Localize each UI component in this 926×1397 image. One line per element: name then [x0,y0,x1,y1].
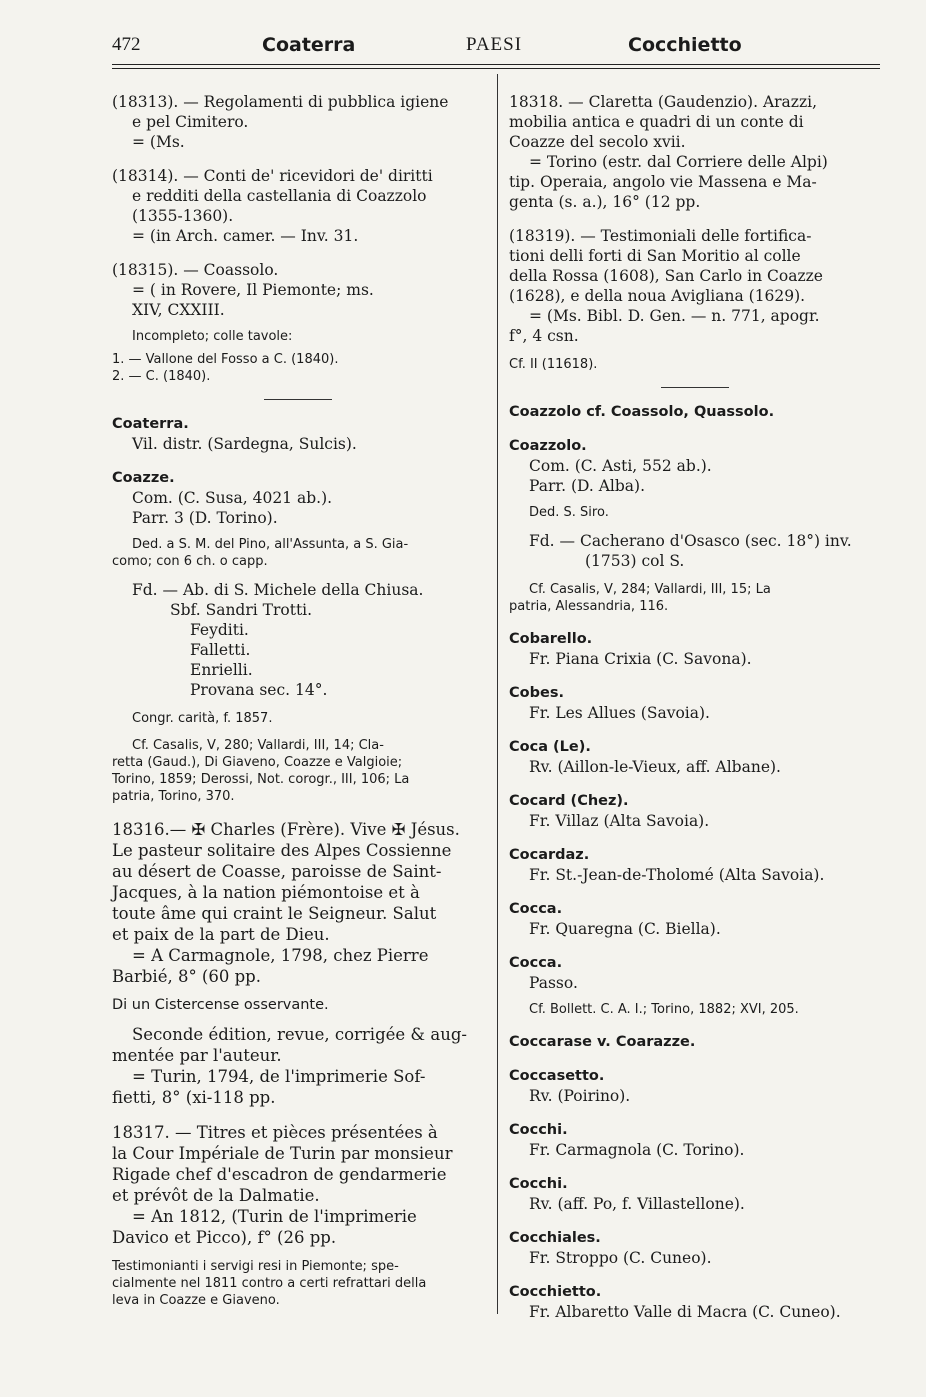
entry-cobarello [509,629,881,669]
entry-coca [509,737,881,777]
entry-note: Congr. carità, f. 1857. [132,711,273,726]
entry-text: Fr. St.-Jean-de-Tholomé (Alta Savoia). [529,866,825,884]
entry-text: Fr. Piana Crixia (C. Savona). [529,650,752,668]
entry-text: Fd. — Ab. di S. Michele della Chiusa. [132,581,424,599]
entry-note: Cf. Bollett. C. A. I.; Torino, 1882; XVI, 205. [529,1002,799,1017]
entry-heading: Cocard (Chez). [509,793,629,809]
entry-text: Barbié, 8° (60 pp. [112,967,261,986]
entry-note: patria, Torino, 370. [112,789,235,804]
entry-18315 [112,260,484,385]
header-rule-thick [112,64,880,65]
entry-text: Fd. — Cacherano d'Osasco (sec. 18°) inv. [529,532,852,550]
entry-18314 [112,166,484,246]
entry-heading: Cocchiales. [509,1230,601,1246]
entry-cocchi [509,1120,881,1160]
entry-18316 [112,819,484,1108]
entry-cocchi-rv [509,1174,881,1214]
entry-heading: Cocchi. [509,1122,568,1138]
entry-text: Sbf. Sandri Trotti. [170,601,313,619]
entry-text: XIV, CXXIII. [132,301,225,319]
entry-text: et prévôt de la Dalmatie. [112,1186,320,1205]
entry-text: (18313). — Regolamenti di pubblica igiene [112,93,449,111]
entry-heading: Coccarase v. Coarazze. [509,1034,696,1050]
entry-text: 18317. — Titres et pièces présentées à [112,1123,438,1142]
entry-18317 [112,1122,484,1309]
entry-text: tioni delli forti di San Moritio al colle [509,247,801,265]
entry-text: Enrielli. [190,661,253,679]
entry-text: e pel Cimitero. [132,113,249,131]
entry-text: = (Ms. [132,133,185,151]
entry-text: mobilia antica e quadri di un conte di [509,113,804,131]
entry-text: au désert de Coasse, paroisse de Saint- [112,862,442,881]
entry-heading: Coccasetto. [509,1068,605,1084]
entry-text: = A Carmagnole, 1798, chez Pierre [132,946,429,965]
left-column [112,92,484,1313]
entry-note: Ded. a S. M. del Pino, all'Assunta, a S. Gia- [132,537,409,552]
header-rule-thin [112,68,880,69]
entry-text: Parr. (D. Alba). [529,477,646,495]
entry-note: como; con 6 ch. o capp. [112,554,268,569]
entry-heading: Cocca. [509,955,563,971]
page-header [112,34,880,60]
entry-text: (18314). — Conti de' ricevidori de' diritti [112,167,433,185]
entry-note: Testimonianti i servigi resi in Piemonte; spe- [112,1259,399,1274]
entry-note: 1. — Vallone del Fosso a C. (1840). [112,352,339,367]
entry-text: e redditi della castellania di Coazzolo [132,187,427,205]
entry-note: 2. — C. (1840). [112,369,211,384]
entry-note: Cf. Casalis, V, 280; Vallardi, III, 14; Cla- [132,738,384,753]
entry-18313 [112,92,484,152]
entry-note: Torino, 1859; Derossi, Not. corogr., III, 106; La [112,772,410,787]
entry-heading: Cocca. [509,901,563,917]
entry-text: Davico et Picco), f° (26 pp. [112,1228,337,1247]
entry-text: Fr. Quaregna (C. Biella). [529,920,721,938]
entry-coazzolo-cf [509,402,881,422]
entry-note: Incompleto; colle tavole: [132,329,293,344]
entry-heading: Coaterra. [112,416,189,432]
entry-heading: Cocchietto. [509,1284,602,1300]
entry-text: Le pasteur solitaire des Alpes Cossienne [112,841,452,860]
column-divider [497,74,498,1314]
entry-coccasetto [509,1066,881,1106]
entry-cocchiales [509,1228,881,1268]
entry-text: Fr. Albaretto Valle di Macra (C. Cuneo). [529,1303,841,1321]
entry-note: Di un Cistercense osservante. [112,997,329,1013]
entry-text: = ( in Rovere, Il Piemonte; ms. [132,281,374,299]
entry-text: fietti, 8° (xi-118 pp. [112,1088,276,1107]
entry-note: Cf. Casalis, V, 284; Vallardi, III, 15; La [529,582,771,597]
entry-coaterra [112,414,484,454]
entry-text: Fr. Stroppo (C. Cuneo). [529,1249,712,1267]
entry-text: = Turin, 1794, de l'imprimerie Sof- [132,1067,426,1086]
entry-text: mentée par l'auteur. [112,1046,282,1065]
entry-text: Coazze del secolo xvii. [509,133,686,151]
right-running-head: Cocchietto [628,34,742,56]
entry-text: (1628), e della noua Avigliana (1629). [509,287,806,305]
entry-note: Ded. S. Siro. [529,505,609,520]
entry-text: toute âme qui craint le Seigneur. Salut [112,904,437,923]
entry-text: della Rossa (1608), San Carlo in Coazze [509,267,823,285]
entry-heading: Coazzolo. [509,438,587,454]
entry-text: f°, 4 csn. [509,327,579,345]
entry-text: Rv. (aff. Po, f. Villastellone). [529,1195,745,1213]
left-running-head: Coaterra [262,34,356,56]
entry-cocardaz [509,845,881,885]
entry-text: (18319). — Testimoniali delle fortifica- [509,227,812,245]
page-number: 472 [112,34,141,55]
entry-text: tip. Operaia, angolo vie Massena e Ma- [509,173,817,191]
entry-coazzolo [509,436,881,615]
entry-text: Com. (C. Asti, 552 ab.). [529,457,712,475]
entry-18318 [509,92,881,212]
entry-note: leva in Coazze e Giaveno. [112,1293,280,1308]
entry-text: Parr. 3 (D. Torino). [132,509,278,527]
entry-18319 [509,226,881,373]
entry-text: = Torino (estr. dal Corriere delle Alpi) [529,153,828,171]
entry-text: Seconde édition, revue, corrigée & aug- [132,1025,467,1044]
entry-heading: Cocchi. [509,1176,568,1192]
entry-text: Fr. Villaz (Alta Savoia). [529,812,710,830]
separator-rule [661,387,729,388]
entry-cocchietto [509,1282,881,1322]
entry-text: = (in Arch. camer. — Inv. 31. [132,227,359,245]
entry-text: et paix de la part de Dieu. [112,925,330,944]
entry-coazze [112,468,484,805]
entry-text: Falletti. [190,641,251,659]
entry-text: Fr. Carmagnola (C. Torino). [529,1141,745,1159]
entry-heading: Coazze. [112,470,175,486]
entry-text: (1355-1360). [132,207,234,225]
entry-text: Jacques, à la nation piémontoise et à [112,883,420,902]
entry-note: Cf. II (11618). [509,357,598,372]
entry-text: Feyditi. [190,621,249,639]
entry-text: Rigade chef d'escadron de gendarmerie [112,1165,447,1184]
entry-text: Com. (C. Susa, 4021 ab.). [132,489,333,507]
entry-heading: Coazzolo cf. Coassolo, Quassolo. [509,404,775,420]
entry-text: = (Ms. Bibl. D. Gen. — n. 771, apogr. [529,307,820,325]
entry-text: genta (s. a.), 16° (12 pp. [509,193,701,211]
entry-cocca [509,899,881,939]
entry-note: retta (Gaud.), Di Giaveno, Coazze e Valgioie; [112,755,403,770]
entry-text: Rv. (Poirino). [529,1087,631,1105]
entry-heading: Cocardaz. [509,847,590,863]
entry-text: Rv. (Aillon-le-Vieux, aff. Albane). [529,758,781,776]
entry-text: (1753) col S. [585,552,685,570]
entry-text: Vil. distr. (Sardegna, Sulcis). [132,435,357,453]
entry-heading: Cobarello. [509,631,593,647]
entry-text: = An 1812, (Turin de l'imprimerie [132,1207,417,1226]
entry-cobes [509,683,881,723]
right-column [509,92,881,1326]
entry-heading: Cobes. [509,685,564,701]
entry-text: 18318. — Claretta (Gaudenzio). Arazzi, [509,93,818,111]
section-title: PAESI [466,34,523,55]
entry-text: Provana sec. 14°. [190,681,328,699]
entry-text: (18315). — Coassolo. [112,261,279,279]
entry-text: Fr. Les Allues (Savoia). [529,704,710,722]
entry-text: 18316.— ✠ Charles (Frère). Vive ✠ Jésus. [112,820,460,839]
entry-cocca-passo [509,953,881,1018]
entry-text: Passo. [529,974,578,992]
entry-text: la Cour Impériale de Turin par monsieur [112,1144,453,1163]
entry-cocard [509,791,881,831]
entry-note: cialmente nel 1811 contro a certi refrattari della [112,1276,427,1291]
entry-note: patria, Alessandria, 116. [509,599,669,614]
separator-rule [264,399,332,400]
entry-heading: Coca (Le). [509,739,591,755]
entry-coccarase [509,1032,881,1052]
